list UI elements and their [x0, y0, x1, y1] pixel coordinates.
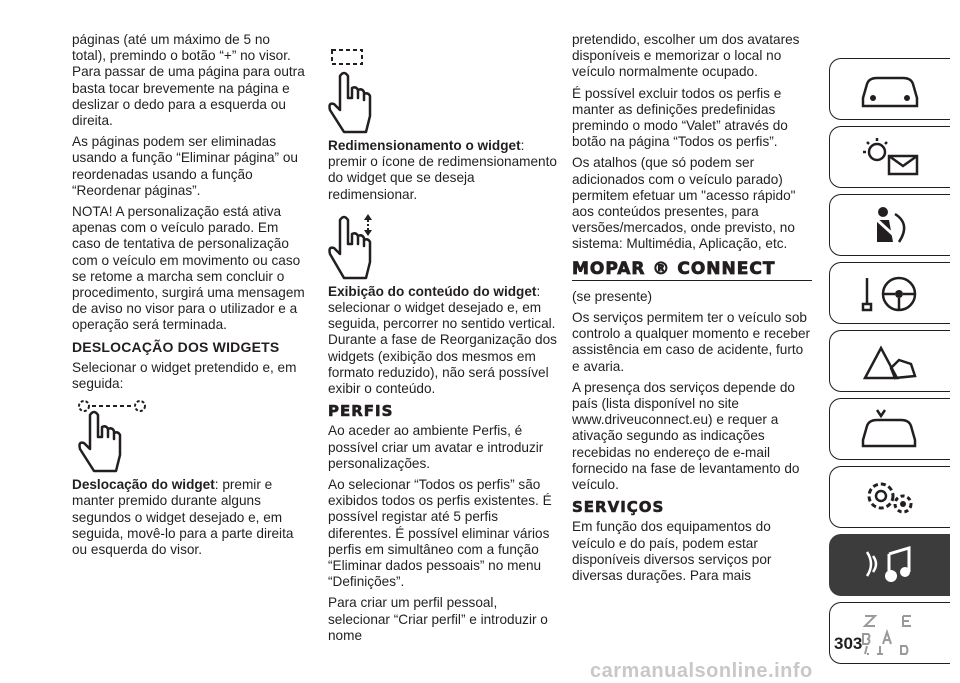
paragraph: Para criar um perfil pessoal, selecionar “Criar perfil” e introduzir o nome	[328, 595, 548, 643]
steering-key-icon	[855, 270, 925, 316]
paragraph: NOTA! A personalização está ativa apenas com o veículo parado. Em caso de tentativa de personalização com o veículo em movimento ou caso se retome a marcha sem concluir o procedimento, surgirá uma mensagem de aviso no visor para o utilizador e a operação será terminada.	[72, 204, 305, 333]
paragraph: É possível excluir todos os perfis e manter as definições predefinidas premindo o modo “Valet” através do botão na página “Todos os perfis”.	[572, 85, 788, 150]
bold-term: Redimensionamento o widget	[328, 138, 521, 153]
paragraph	[328, 284, 558, 397]
paragraph-text: : premir o ícone de redimensionamento do widget que se deseja redimensionar.	[328, 138, 557, 202]
mopar-connect-logo	[572, 258, 812, 281]
tab-safety[interactable]	[829, 194, 950, 256]
paragraph: Os atalhos (que só podem ser adicionados com o veículo parado) permitem efetuar um "acesso rápido" aos conteúdos presentes, para versões/mercados, onde previsto, no sistema: Multimédia, Aplicação, etc.	[572, 155, 796, 252]
section-heading: SERVIÇOS	[572, 498, 665, 517]
tab-steering-key[interactable]	[829, 262, 950, 324]
column-3	[572, 32, 812, 589]
tab-multimedia[interactable]	[829, 534, 950, 596]
paragraph-text: : premir e manter premido durante alguns segundos o widget desejado e, em seguida, movê-lo para a parte direita ou esquerda do visor.	[72, 477, 294, 558]
tab-gears[interactable]	[829, 466, 950, 528]
tab-emergency[interactable]	[829, 330, 950, 392]
paragraph: páginas (até um máximo de 5 no total), premindo o botão “+” no visor. Para passar de uma página para outra basta tocar brevemente na página e deslizar o dedo para a esquerda ou direita.	[72, 32, 305, 129]
paragraph	[72, 477, 306, 558]
column-2	[328, 56, 558, 649]
paragraph: pretendido, escolher um dos avatares disponíveis e memorizar o local no veículo normalmente ocupado.	[572, 32, 800, 80]
section-heading: PERFIS	[328, 402, 394, 421]
car-service-icon	[855, 406, 925, 452]
safety-icon	[855, 202, 925, 248]
multimedia-icon	[855, 542, 925, 588]
section-heading: DESLOCAÇÃO DOS WIDGETS	[72, 338, 280, 355]
column-1	[72, 32, 306, 563]
paragraph: Ao selecionar “Todos os perfis” são exibidos todos os perfis existentes. É possível registar até 5 perfis diferentes. É possível eliminar vários perfis em simultâneo com a função “Eliminar dados pessoais” no menu “Definições”.	[328, 477, 552, 590]
paragraph: As páginas podem ser eliminadas usando a função “Eliminar página” ou reordenadas usando a função “Reordenar páginas”.	[72, 134, 298, 198]
paragraph: Os serviços permitem ter o veículo sob controlo a qualquer momento e receber assistência em caso de acidente, furto e avaria.	[572, 310, 811, 374]
tab-warning-lights[interactable]	[829, 126, 950, 188]
bold-term: Exibição do conteúdo do widget	[328, 283, 537, 299]
resize-gesture-icon	[328, 48, 388, 136]
drag-gesture-icon	[72, 397, 162, 477]
chapter-tabs	[829, 58, 960, 670]
logo-text: MOPAR ® CONNECT	[572, 258, 776, 279]
footer-watermark: carmanualsonline.info	[590, 660, 813, 682]
warning-lights-icon	[855, 134, 925, 180]
paragraph: (se presente)	[572, 288, 653, 304]
paragraph: Ao aceder ao ambiente Perfis, é possível criar um avatar e introduzir personalizações.	[328, 423, 544, 471]
emergency-icon	[855, 338, 925, 384]
scroll-gesture-icon	[328, 208, 388, 284]
tab-car[interactable]	[829, 58, 950, 120]
paragraph: Em função dos equipamentos do veículo e do país, podem estar disponíveis diversos serviços por diversas durações. Para mais	[572, 519, 772, 584]
bold-term: Deslocação do widget	[72, 477, 215, 493]
paragraph-text: : selecionar o widget desejado e, em seguida, percorrer no sentido vertical. Durante a fase de Reorganização dos widgets (exibição dos mesmos em formato reduzido), não será possível exibir o conteúdo.	[328, 283, 557, 397]
paragraph: Selecionar o widget pretendido e, em seguida:	[72, 359, 297, 392]
page-number: 303	[834, 634, 863, 653]
tab-index[interactable]	[829, 602, 950, 664]
paragraph	[328, 138, 558, 203]
paragraph: A presença dos serviços depende do país (lista disponível no site www.driveuconnect.eu) e requer a ativação segundo as indicações recebidas no endereço de e-mail fornecido na fase de levantamento do veículo.	[572, 379, 800, 493]
gears-icon	[855, 474, 925, 520]
tab-car-service[interactable]	[829, 398, 950, 460]
car-icon	[855, 66, 925, 112]
index-letters-icon	[855, 610, 925, 656]
